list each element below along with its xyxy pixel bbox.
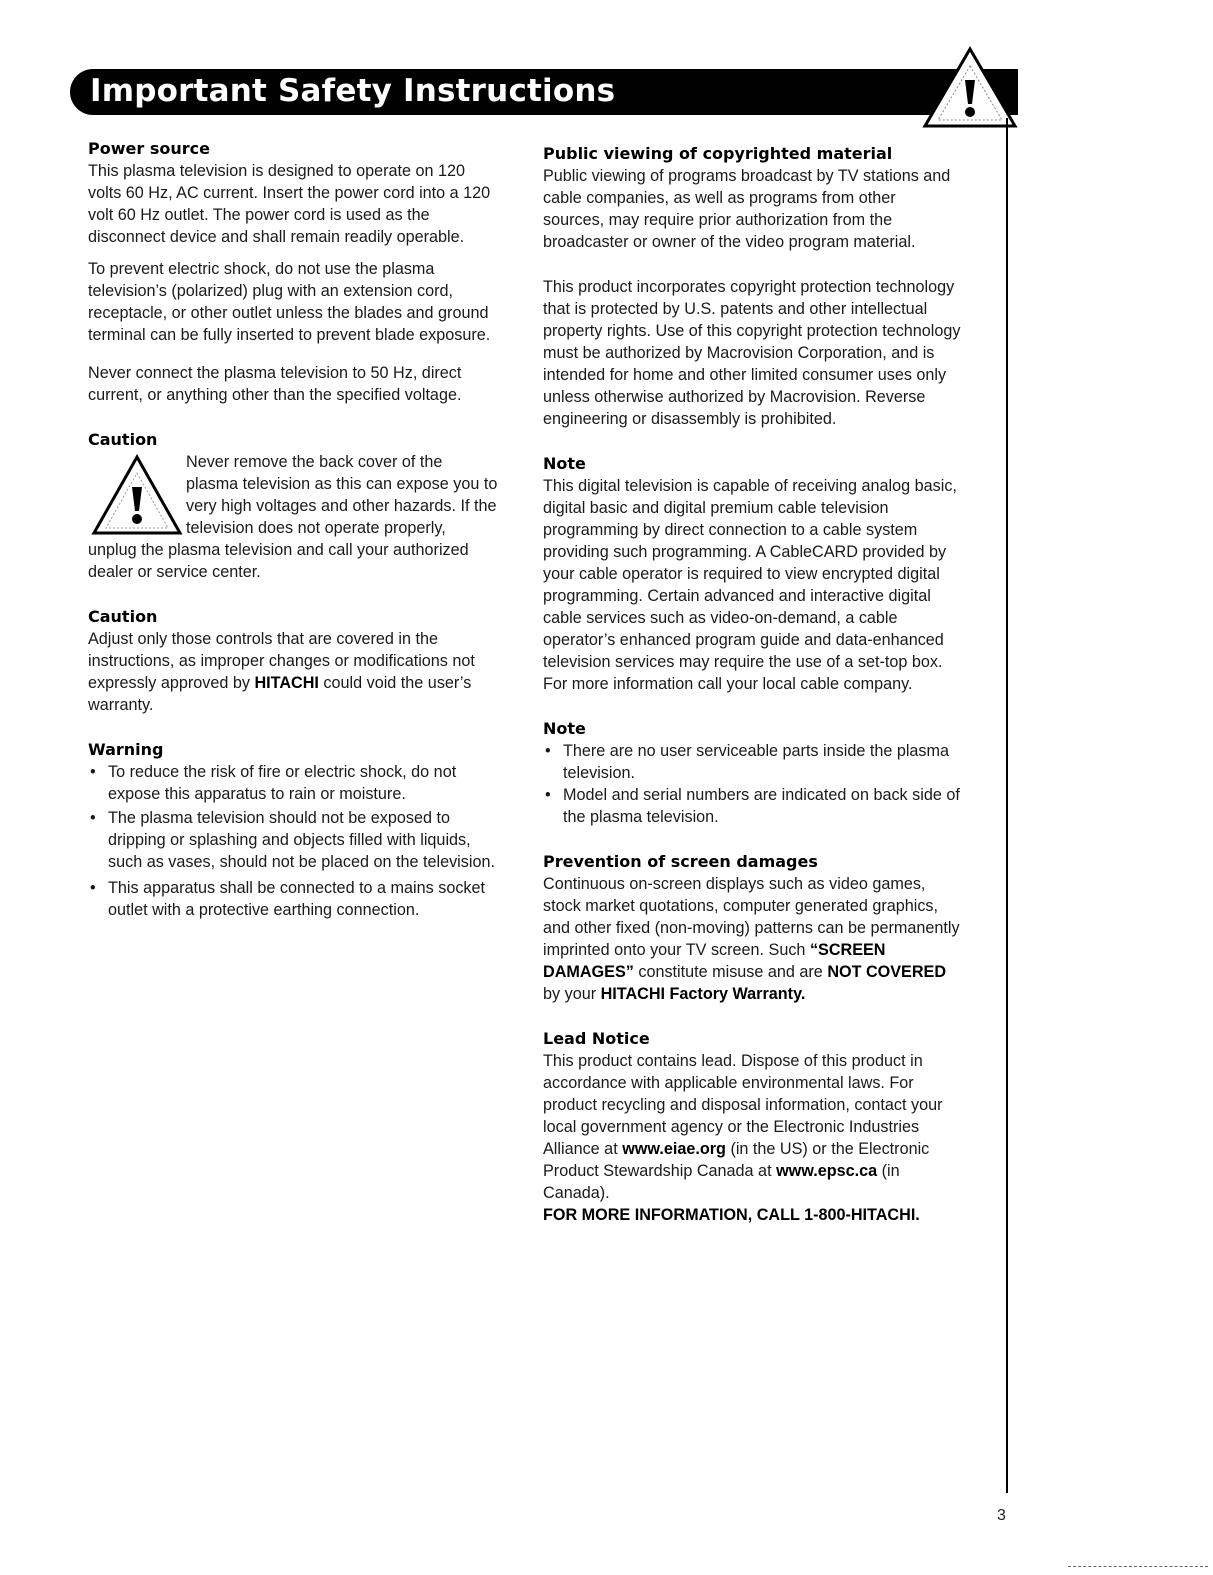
prevention-text: Continuous on-screen displays such as video games, stock market quotations, computer generated graphics, and other fixed (non-moving) patterns can be permanently imprinted onto your TV screen. Such “SCREEN DAMAGES” constitute misuse and are NOT COVERED by your HITACHI Factory Warranty. (543, 875, 960, 1003)
prevention-heading: Prevention of screen damages (543, 852, 818, 871)
caution-block (88, 451, 498, 539)
note-heading-1: Note (543, 454, 586, 473)
info-callout: FOR MORE INFORMATION, CALL 1-800-HITACHI. (543, 1206, 920, 1224)
power-source-p3: Never connect the plasma television to 50 Hz, direct current, or anything other than the specified voltage. (88, 364, 462, 404)
caution-1-text-a: Never remove the back cover of the plasma television as this can expose you to very high voltages and other hazards. If the television does not operate properly, (186, 453, 498, 537)
note-1-text: This digital television is capable of receiving analog basic, digital basic and digital premium cable television programming by direct connection to a cable system providing such programming. A CableCARD provided by your cable operator is required to view encrypted digital programming. Certain advanced and interactive digital cable services such as video-on-demand, a cable operator’s enhanced program guide and data-enhanced television services may require the use of a set-top box. For more information call your local cable company. (543, 477, 957, 693)
caution-heading-1: Caution (88, 430, 158, 449)
link-epsc[interactable]: www.epsc.ca (776, 1162, 878, 1180)
power-source-heading: Power source (88, 139, 210, 158)
left-column (88, 138, 498, 921)
note-bullet: • Model and serial numbers are indicated on back side of the plasma television. (543, 784, 961, 828)
warning-triangle-icon (922, 46, 1018, 130)
power-source-p1: This plasma television is designed to operate on 120 volts 60 Hz, AC current. Insert the power cord into a 120 volt 60 Hz outlet. The power cord is used as the disconnect device and shall remain readily operable. (88, 162, 491, 246)
link-eiae[interactable]: www.eiae.org (622, 1140, 726, 1158)
warning-bullet: • The plasma television should not be exposed to dripping or splashing and objects filled with liquids, such as vases, should not be placed on the television. (88, 807, 498, 873)
page-number: 3 (997, 1507, 1006, 1524)
public-viewing-p1: Public viewing of programs broadcast by TV stations and cable companies, as well as programs from other sources, may require prior authorization from the broadcaster or owner of the video program material. (543, 167, 951, 251)
lead-notice-text: This product contains lead. Dispose of this product in accordance with applicable environmental laws. For product recycling and disposal information, contact your local government agency or the Electronic Industries Alliance at www.eiae.org (in the US) or the Electronic Product Stewardship Canada at www.epsc.ca (in Canada). (543, 1052, 943, 1202)
caution-heading-2: Caution (88, 607, 158, 626)
note-heading-2: Note (543, 719, 586, 738)
caution-1-text-b: unplug the plasma television and call your authorized dealer or service center. (88, 541, 469, 581)
power-source-p2: To prevent electric shock, do not use the plasma television’s (polarized) plug with an extension cord, receptacle, or other outlet unless the blades and ground terminal can be fully inserted to prevent blade exposure. (88, 260, 491, 344)
footer-rule (1068, 1566, 1208, 1568)
public-viewing-p2: This product incorporates copyright protection technology that is protected by U.S. patents and other intellectual property rights. Use of this copyright protection technology must be authorized by Macrovision Corporation, and is intended for home and other limited consumer uses only unless otherwise authorized by Macrovision. Reverse engineering or disassembly is prohibited. (543, 278, 961, 428)
public-viewing-heading: Public viewing of copyrighted material (543, 144, 893, 163)
caution-2-text: Adjust only those controls that are covered in the instructions, as improper changes or modifications not expressly approved by HITACHI could void the user’s warranty. (88, 630, 475, 714)
right-margin-rule (1006, 118, 1008, 1493)
lead-notice-heading: Lead Notice (543, 1029, 650, 1048)
warning-triangle-icon (90, 451, 184, 537)
warning-heading: Warning (88, 740, 164, 759)
warning-bullet: • This apparatus shall be connected to a mains socket outlet with a protective earthing connection. (88, 877, 498, 921)
right-column (543, 143, 961, 1226)
warning-bullet: • To reduce the risk of fire or electric shock, do not expose this apparatus to rain or moisture. (88, 761, 498, 805)
page-title: Important Safety Instructions (90, 73, 616, 109)
note-bullet: • There are no user serviceable parts inside the plasma television. (543, 740, 961, 784)
brand-hitachi: HITACHI (254, 674, 319, 692)
